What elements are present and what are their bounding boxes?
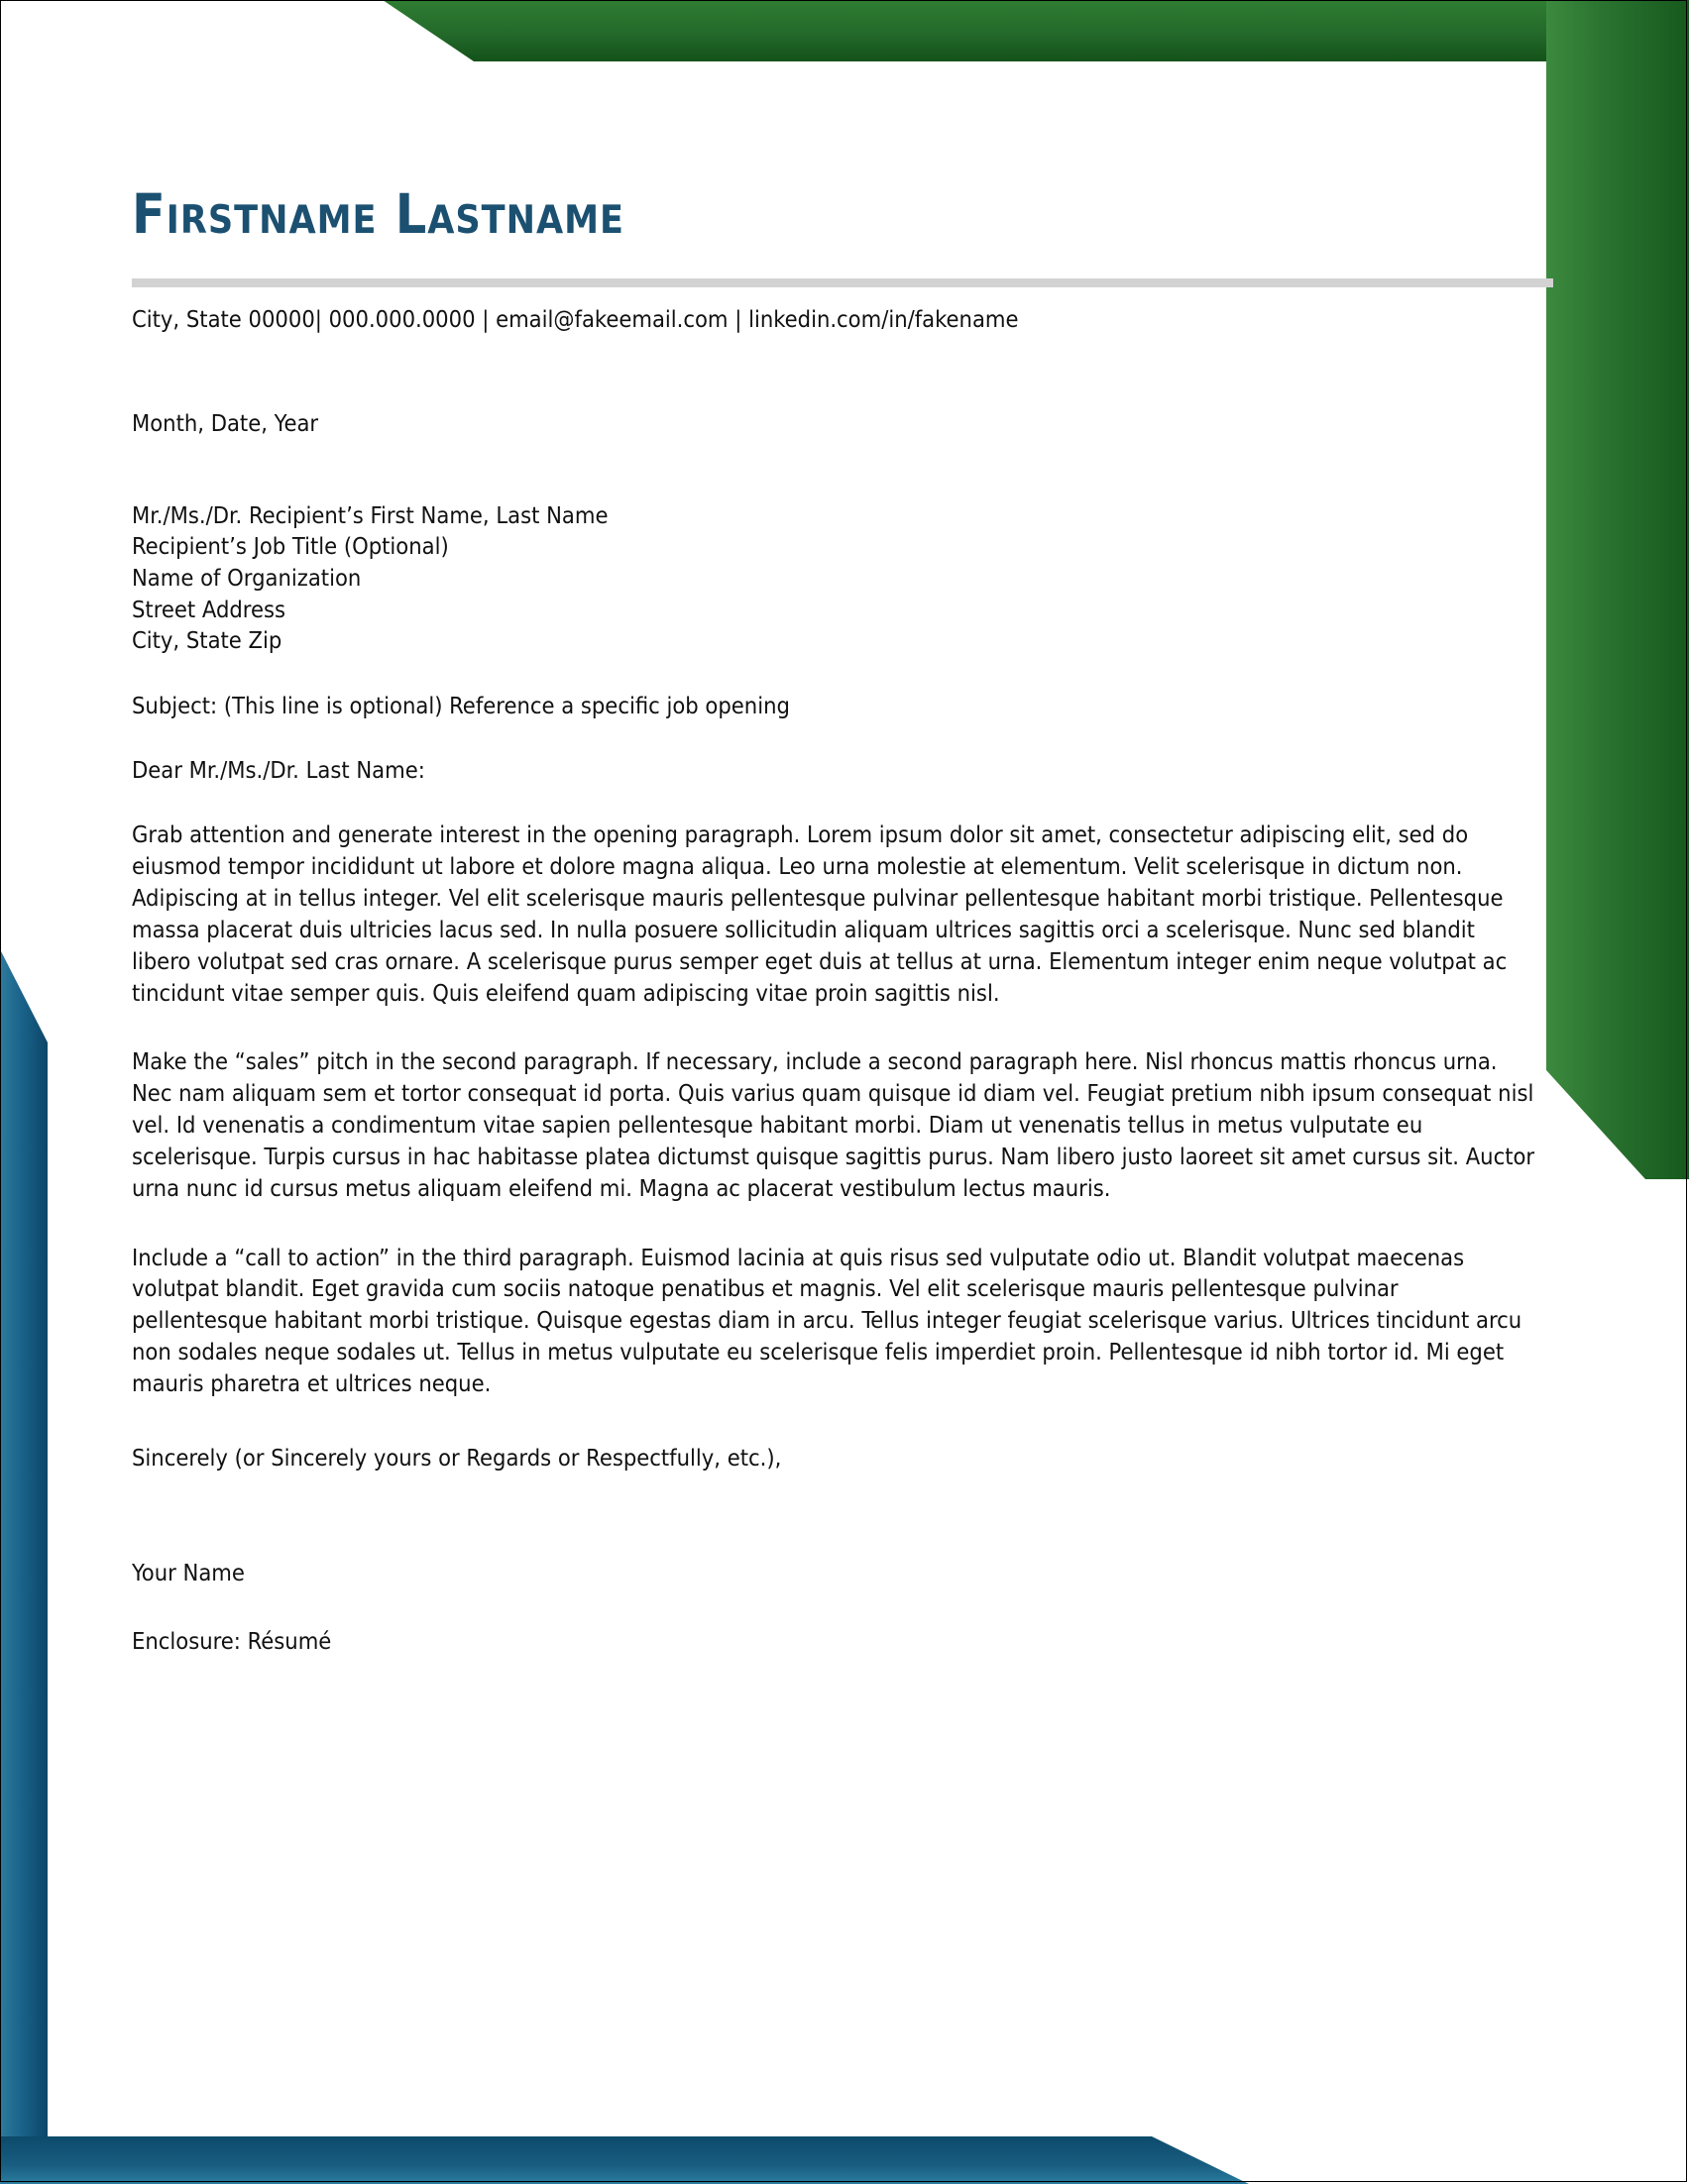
body-paragraph-one: Grab attention and generate interest in the opening paragraph. Lorem ipsum dolor sit amet, consectetur adipiscing elit, sed do eiusmod tempor incididunt ut labore et dolore magna aliqua. Leo urna molestie at elementum. Velit scelerisque in dictum non. Adipiscing at in tellus integer. Vel elit scelerisque mauris pellentesque pulvinar pellentesque habitant morbi tristique. Pellentesque massa placerat duis ultricies lacus sed. In nulla posuere sollicitudin aliquam ultrices sagittis orci a scelerisque. Nunc sed blandit libero volutpat sed cras ornare. A scelerisque purus semper eget duis at tellus at urna. Elementum integer enim neque volutpat ac tincidunt vitae semper quis. Quis eleifend quam adipiscing vitae proin sagittis nisl.	[132, 820, 1508, 1007]
blue-bottom-band-decoration	[0, 2121, 1689, 2184]
closing-line: Sincerely (or Sincerely yours or Regards or Respectfully, etc.),	[132, 1443, 782, 1472]
header-divider	[132, 278, 1553, 287]
recipient-org-line: Name of Organization	[132, 564, 362, 593]
salutation-line: Dear Mr./Ms./Dr. Last Name:	[132, 755, 425, 784]
body-paragraph-three: Include a “call to action” in the third paragraph. Euismod lacinia at quis risus sed vulputate odio ut. Blandit volutpat maecenas volutpat blandit. Eget gravida cum sociis natoque penatibus et magnis. Vel elit scelerisque mauris pellentesque pulvinar pellentesque habitant morbi tristique. Quisque egestas diam in arcu. Tellus integer feugiat scelerisque varius. Ultrices tincidunt arcu non sodales neque sodales ut. Tellus in metus vulputate eu scelerisque felis imperdiet proin. Pellentesque id nibh tortor id. Mi eget mauris pharetra et ultrices neque.	[132, 1243, 1522, 1397]
recipient-address-block	[132, 500, 1553, 655]
blue-left-strip-decoration	[0, 922, 89, 2184]
contact-line: City, State 00000| 000.000.0000 | email@fakeemail.com | linkedin.com/in/fakename	[132, 304, 1019, 333]
enclosure-line: Enclosure: Résumé	[132, 1627, 332, 1656]
recipient-title-line: Recipient’s Job Title (Optional)	[132, 532, 449, 561]
recipient-street-line: Street Address	[132, 595, 286, 623]
date-line: Month, Date, Year	[132, 409, 319, 438]
body-paragraph-two: Make the “sales” pitch in the second paragraph. If necessary, include a second paragraph here. Nisl rhoncus mattis rhoncus urna. Nec nam aliquam sem et tortor consequat id porta. Quis varius quam quisque id diam vel. Feugiat pretium nibh ipsum consequat nisl vel. Id venenatis a condimentum vitae sapien pellentesque habitant morbi. Diam ut venenatis tellus in metus vulputate eu scelerisque. Turpis cursus in hac habitasse platea dictumst quisque sagittis purus. Nam libero justo laoreet sit amet cursus sit. Auctor urna nunc id cursus metus aliquam eleifend mi. Magna ac placerat vestibulum lectus mauris.	[132, 1047, 1535, 1202]
signature-name: Your Name	[132, 1559, 245, 1587]
subject-line: Subject: (This line is optional) Reference a specific job opening	[132, 692, 790, 720]
page-title: Firstname Lastname	[132, 181, 625, 246]
green-right-strip-decoration	[1546, 0, 1689, 1179]
recipient-name-line: Mr./Ms./Dr. Recipient’s First Name, Last Name	[132, 500, 609, 529]
letter-content	[132, 0, 1553, 1654]
recipient-city-line: City, State Zip	[132, 626, 282, 655]
